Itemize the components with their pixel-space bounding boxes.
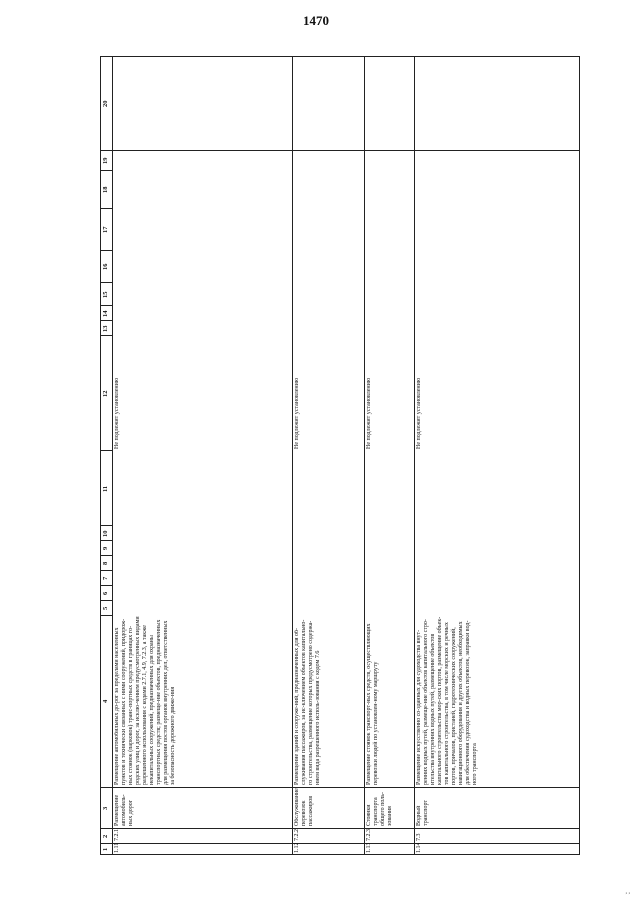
column-number: 9 [102, 546, 109, 550]
row-separator [292, 56, 293, 855]
column-number: 16 [102, 263, 109, 270]
column-separator [100, 450, 112, 451]
column-separator [100, 305, 112, 306]
column-separator [100, 843, 580, 844]
row-note: Не подлежит установлению [294, 377, 300, 449]
row-number: 1.11 [114, 843, 120, 853]
column-separator [100, 282, 112, 283]
column-separator [100, 828, 580, 829]
row-code: 7.2.3 [366, 829, 372, 841]
corner-mark: , , [625, 889, 630, 895]
column-number: 6 [102, 591, 109, 595]
page-number: 1470 [303, 13, 329, 28]
row-separator [414, 56, 415, 855]
column-number: 2 [102, 834, 109, 838]
row-note: Не подлежит установлению [416, 377, 422, 449]
column-separator [100, 555, 112, 556]
column-number: 5 [102, 606, 109, 610]
column-number: 18 [102, 186, 109, 193]
row-name: Размещение автомобиль-ных дорог [114, 794, 134, 826]
column-separator [100, 600, 112, 601]
column-number: 8 [102, 561, 109, 565]
column-number: 4 [102, 699, 109, 703]
column-separator [100, 320, 112, 321]
row-number: 1.14 [416, 843, 422, 853]
column-number: 17 [102, 226, 109, 233]
row-note: Не подлежит установлению [366, 377, 372, 449]
row-separator [364, 56, 365, 855]
column-separator [100, 150, 580, 151]
column-number: 20 [102, 100, 109, 107]
column-separator [100, 585, 112, 586]
column-separator [100, 208, 112, 209]
column-number: 10 [102, 530, 109, 537]
column-separator [100, 335, 112, 336]
column-separator [100, 250, 112, 251]
row-name: Стоянки транспорта общего поль-зования [366, 791, 393, 826]
column-number: 1 [102, 847, 109, 851]
row-note: Не подлежит установлению [114, 377, 120, 449]
column-number: 11 [102, 485, 109, 492]
column-separator [100, 540, 112, 541]
column-number: 13 [102, 325, 109, 332]
row-number: 1.12 [294, 843, 300, 853]
column-number: 12 [102, 390, 109, 397]
row-code: 7.2.1 [114, 829, 120, 841]
row-description: Размещение искусственно со-зданных для судоходства внут-ренних водных путей, размеще-ние объектов капитального стро-ительства внутренних водных путей, размещение объектов капитального строительства мор-ских портов, размещение объек-тов капитального строительства, в том числе морских и речных портов, причалов, пристаней, гидротехнических сооружений, навигационного оборудования и других объектов, необходимых для обеспечения судоходства и водных перевозок, заправки вод-ного транспорта [416, 616, 478, 785]
row-separator [112, 56, 113, 855]
row-name: Обслуживание перевозок пассажиров [294, 788, 314, 826]
row-description: Размещение стоянок транспорт-ных средств, осуществляющих перевозки людей по установлен-ному маршруту [366, 623, 379, 785]
row-description: Размещение автомобильных до-рог за пределами населенных пунктов и технически связанных с ними сооружений, придорож-ных стоянок (парковок) транс-портных средств в границах го-родских улиц и дорог, за исклю-чением предусмотренных видами разрешенного использования с кодами 2.7.1, 4.9, 7.2.3, а также некапитальных сооружений, предназначенных для охраны транспортных средств; размеще-ние объектов, предназначенных для размещения постов органов внутренних дел, ответственных за безопасность дорожного движе-ния [114, 616, 176, 785]
column-number: 19 [102, 157, 109, 164]
column-separator [100, 525, 112, 526]
column-separator [100, 787, 580, 788]
row-code: 7.3 [416, 833, 422, 841]
row-code: 7.2.2 [294, 829, 300, 841]
row-description: Размещение зданий и сооруже-ний, предназначенных для об-служивания пассажиров, за ис-ключением объектов капитально-го строительства, размещение которых предусмотрено содержа-нием вида разрешенного исполь-зования с кодом 7.6 [294, 619, 321, 785]
column-number: 3 [102, 806, 109, 810]
row-number: 1.13 [366, 843, 372, 853]
column-separator [100, 615, 112, 616]
column-separator [100, 570, 112, 571]
row-name: Водный транспорт [416, 800, 429, 826]
column-separator [100, 170, 112, 171]
column-number: 14 [102, 310, 109, 317]
column-number: 7 [102, 576, 109, 580]
column-number: 15 [102, 291, 109, 298]
